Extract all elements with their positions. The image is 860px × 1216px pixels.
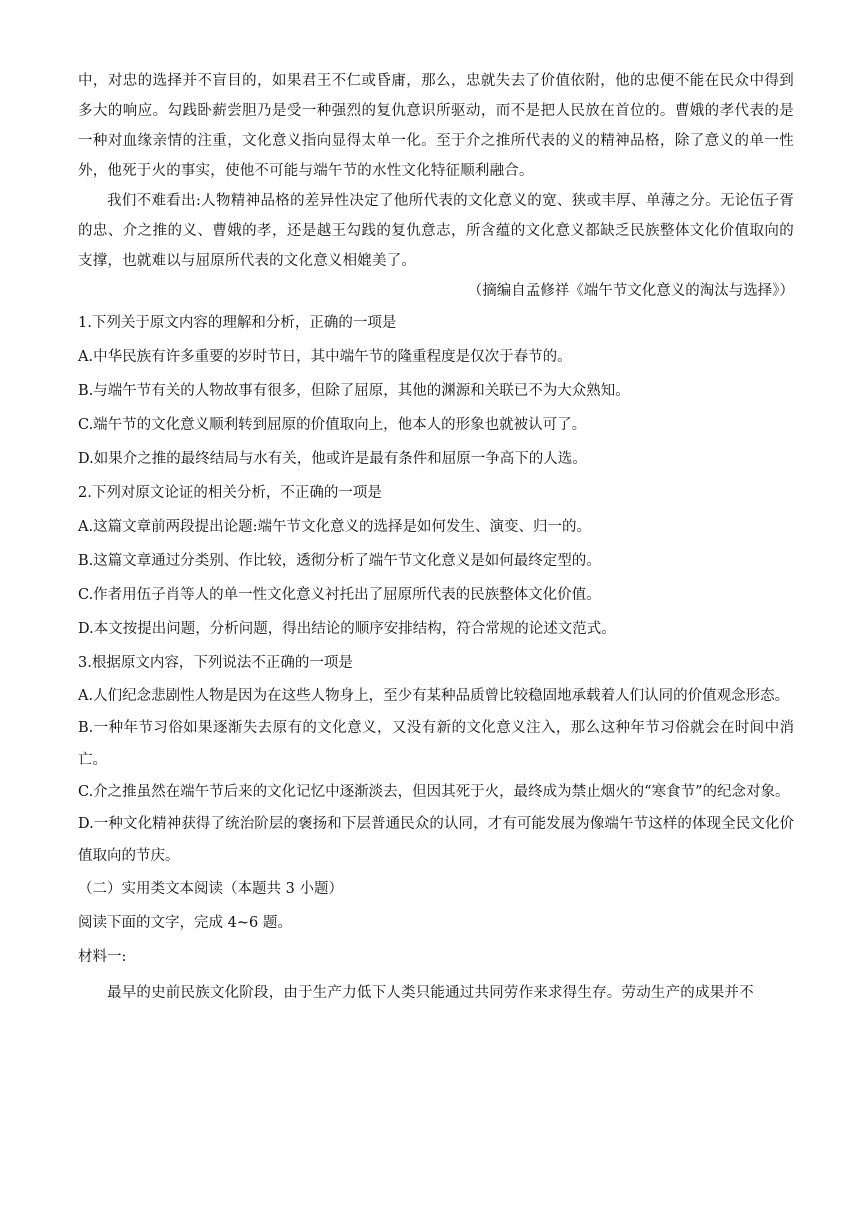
- option-a: A.人们纪念悲剧性人物是因为在这些人物身上，至少有某种品质曾比较稳固地承载着人们认同的价值观念形态。: [78, 688, 790, 704]
- section-instruction: 阅读下面的文字，完成 4~6 题。: [78, 915, 292, 931]
- question-1: [78, 306, 794, 476]
- document-page: [78, 66, 794, 1008]
- option-d: D.如果介之推的最终结局与水有关，他或许是最有条件和屈原一争高下的人选。: [78, 451, 587, 467]
- passage-paragraph-1: 中，对忠的选择并不盲目的，如果君王不仁或昏庸，那么，忠就失去了价值依附，他的忠便不能在民众中得到多大的响应。勾践卧薪尝胆乃是受一种强烈的复仇意识所驱动，而不是把人民放在首位的。曹娥的孝代表的是一种对血缘亲情的注重，文化意义指向显得太单一化。至于介之推所代表的义的精神品格，除了意义的单一性外，他死于火的事实，使他不可能与端午节的水性文化特征顺利融合。: [78, 73, 794, 179]
- option-b: B.与端午节有关的人物故事有很多，但除了屈原，其他的渊源和关联已不为大众熟知。: [78, 383, 630, 399]
- section-heading: （二）实用类文本阅读（本题共 3 小题）: [78, 881, 343, 897]
- question-2: [78, 476, 794, 646]
- material-label: 材料一:: [78, 949, 127, 965]
- option-a: A.这篇文章前两段提出论题:端午节文化意义的选择是如何发生、演变、归一的。: [78, 519, 591, 535]
- option-d: D.一种文化精神获得了统治阶层的褒扬和下层普通民众的认同，才有可能发展为像端午节这样的体现全民文化价值取向的节庆。: [78, 816, 794, 864]
- question-3: [78, 646, 794, 872]
- option-b: B.这篇文章通过分类别、作比较，透彻分析了端午节文化意义是如何最终定型的。: [78, 553, 601, 569]
- option-c: C.介之推虽然在端午节后来的文化记忆中逐渐淡去，但因其死于火，最终成为禁止烟火的“寒食节”的纪念对象。: [78, 784, 790, 800]
- option-d: D.本文按提出问题，分析问题，得出结论的顺序安排结构，符合常规的论述文范式。: [78, 621, 616, 637]
- question-stem: 1.下列关于原文内容的理解和分析，正确的一项是: [78, 315, 397, 331]
- passage-source: （摘编自孟修祥《端午节文化意义的淘汰与选择》）: [467, 283, 794, 299]
- question-stem: 2.下列对原文论证的相关分析，不正确的一项是: [78, 485, 382, 501]
- option-b: B.一种年节习俗如果逐渐失去原有的文化意义，又没有新的文化意义注入，那么这种年节习俗就会在时间中消亡。: [78, 720, 794, 768]
- question-stem: 3.根据原文内容，下列说法不正确的一项是: [78, 655, 353, 671]
- option-c: C.端午节的文化意义顺利转到屈原的价值取向上，他本人的形象也就被认可了。: [78, 417, 587, 433]
- option-c: C.作者用伍子肖等人的单一性文化意义衬托出了屈原所代表的民族整体文化价值。: [78, 587, 601, 603]
- material-text: 最早的史前民族文化阶段，由于生产力低下人类只能通过共同劳作来求得生存。劳动生产的成果并不: [107, 985, 754, 1001]
- option-a: A.中华民族有许多重要的岁时节日，其中端午节的隆重程度是仅次于春节的。: [78, 349, 572, 365]
- passage-paragraph-2: 我们不难看出:人物精神品格的差异性决定了他所代表的文化意义的宽、狭或丰厚、单薄之分。无论伍子胥的忠、介之推的义、曹娥的孝，还是越王勾践的复仇意志，所含蕴的文化意义都缺乏民族整体文化价值取向的支撑，也就难以与屈原所代表的文化意义相媲美了。: [78, 193, 794, 269]
